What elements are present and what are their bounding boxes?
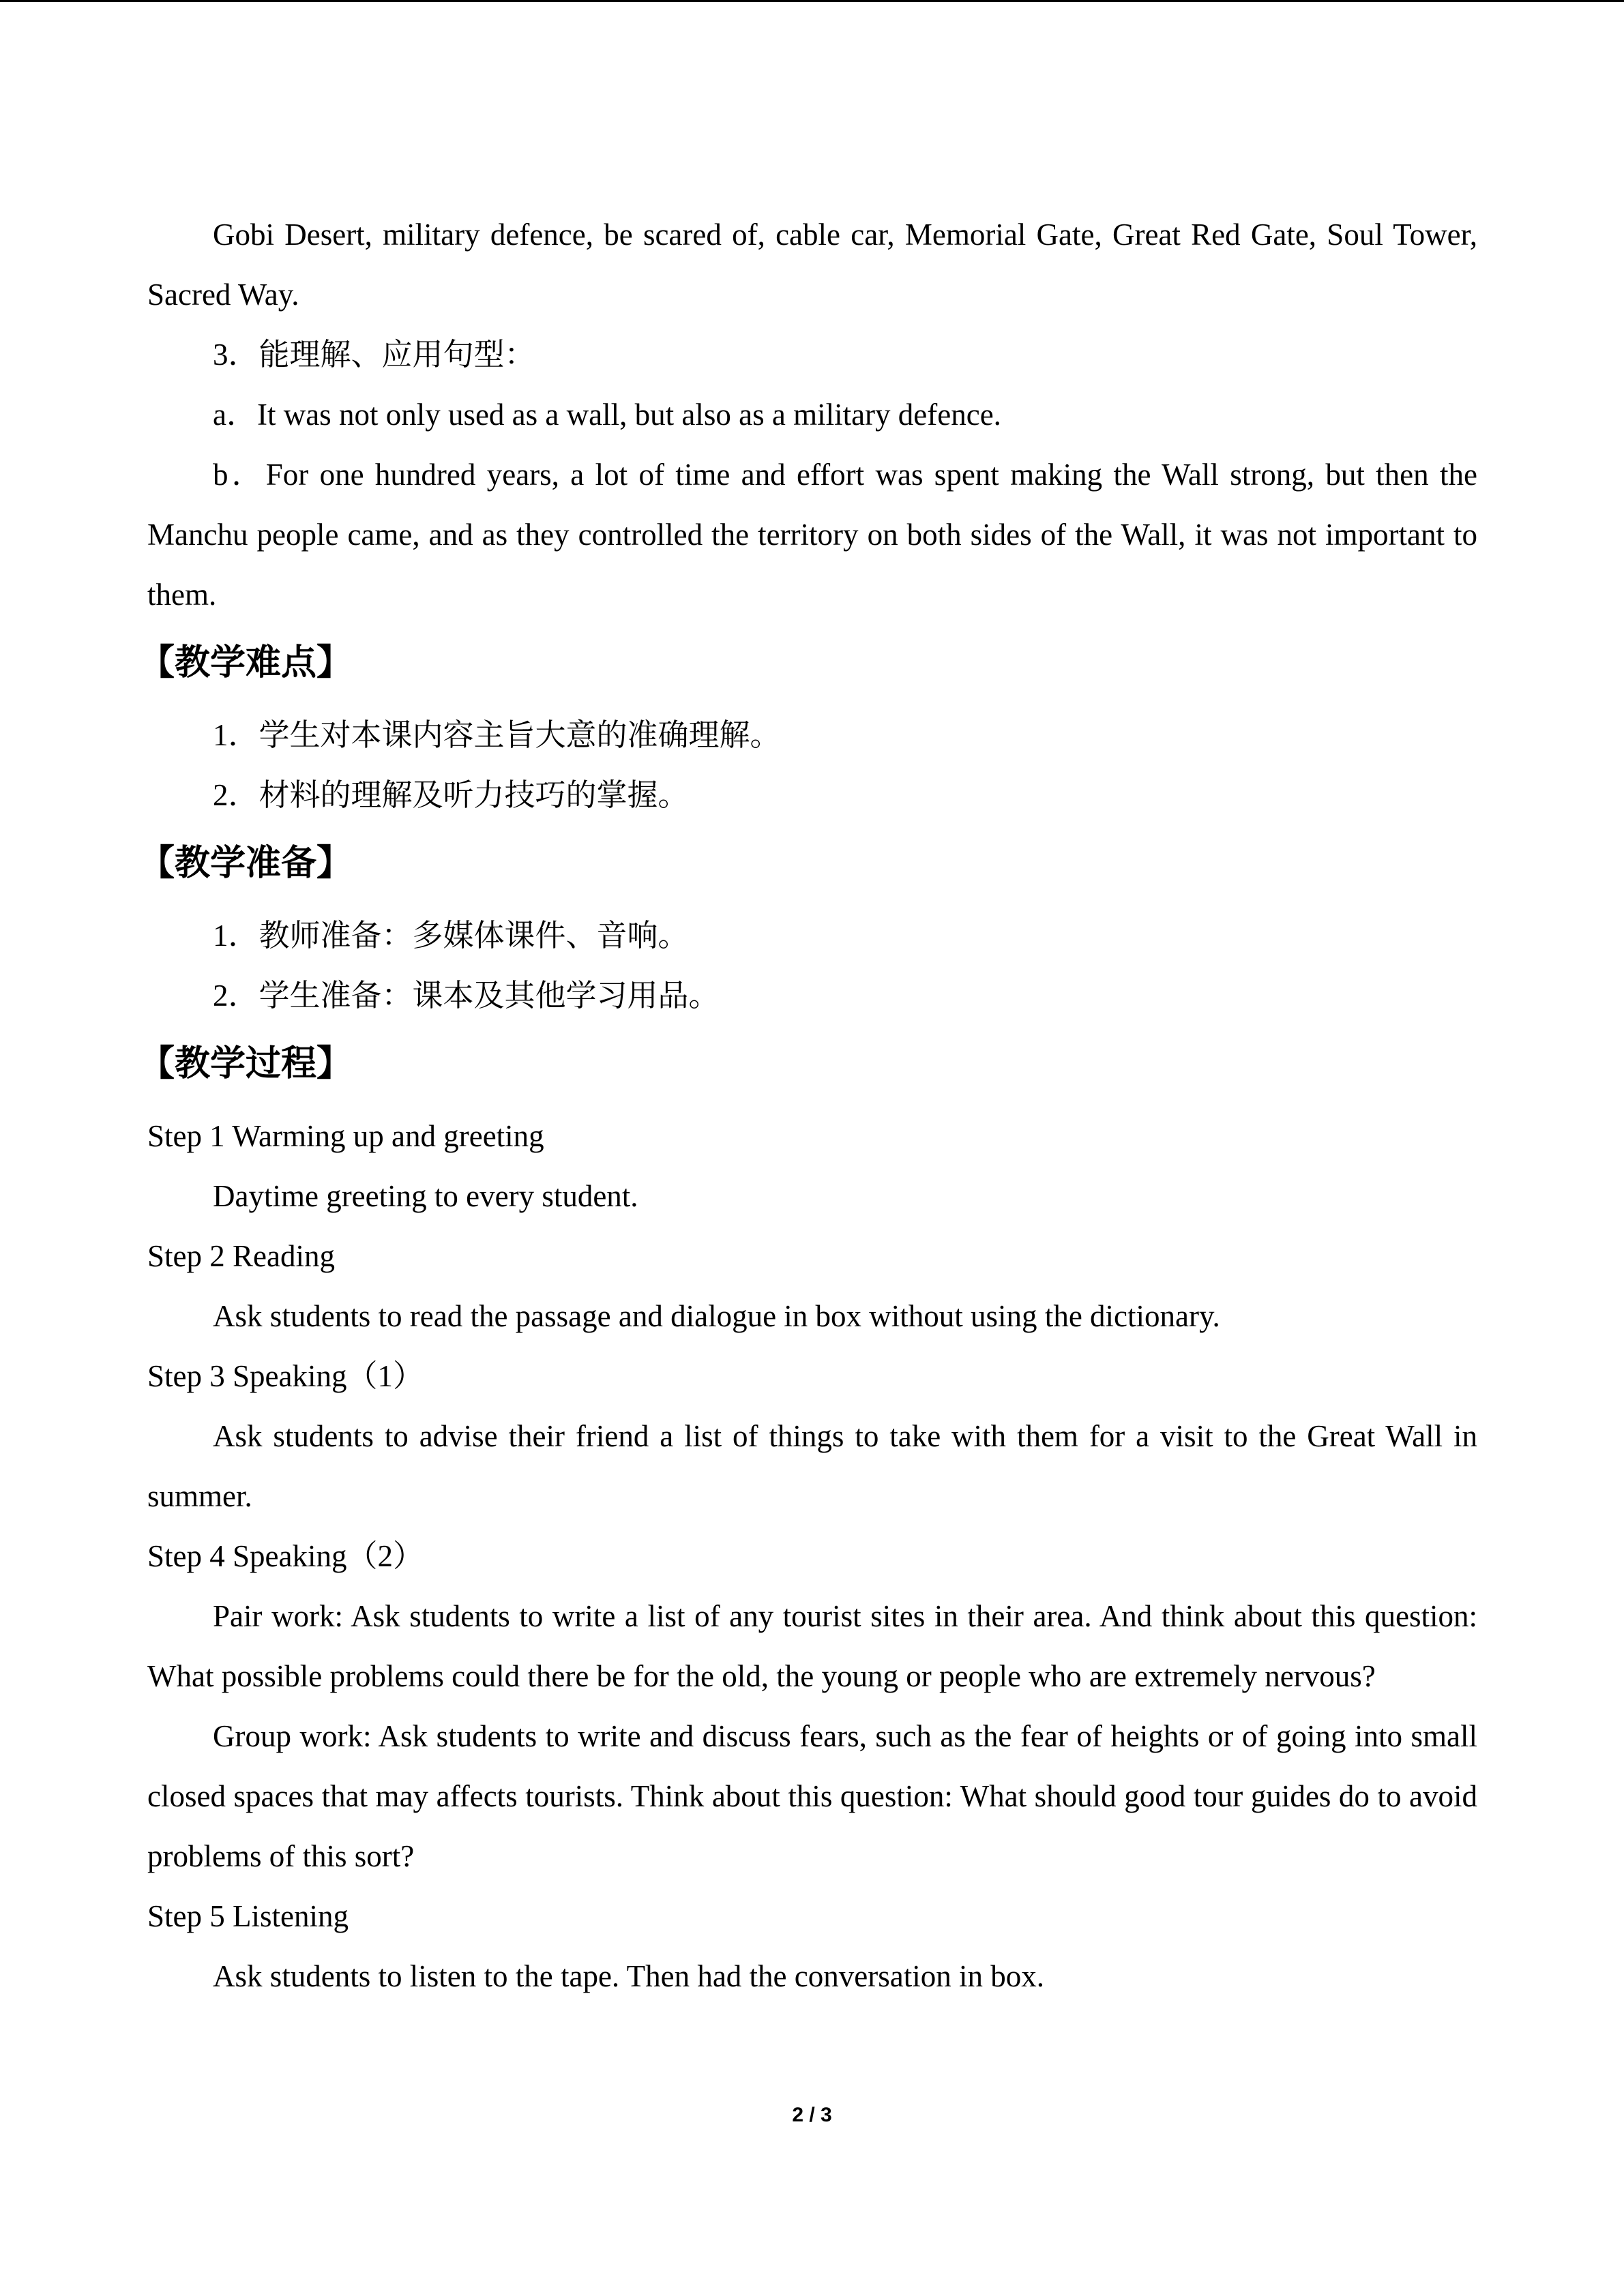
sentence-pattern-a: a．It was not only used as a wall, but also as a military defence. — [213, 398, 1001, 432]
preparation-item: 2．学生准备：课本及其他学习用品。 — [213, 979, 720, 1013]
step-2-content: Ask students to read the passage and dialogue in box without using the dictionary. — [213, 1299, 1220, 1333]
top-border-line — [0, 0, 1624, 2]
step-3-title: Step 3 Speaking（1） — [147, 1359, 424, 1393]
difficulty-item: 2．材料的理解及听力技巧的掌握。 — [213, 778, 689, 812]
step-4-group-work: Group work: Ask students to write and discuss fears, such as the fear of heights or of going into small closed spaces that may affects tourists. Think about this question: What should good tour guides do to avoid problems of this sort? — [147, 1719, 1477, 1873]
step-2-title: Step 2 Reading — [147, 1239, 335, 1273]
objective-3-heading: 3．能理解、应用句型： — [213, 338, 535, 372]
step-4-pair-work: Pair work: Ask students to write a list of any tourist sites in their area. And think about this question: What possible problems could there be for the old, the young or people who are extremely nervous? — [147, 1599, 1477, 1693]
step-1-content: Daytime greeting to every student. — [213, 1179, 638, 1213]
document-page — [139, 205, 1477, 2006]
step-4-title: Step 4 Speaking（2） — [147, 1539, 424, 1573]
step-5-content: Ask students to listen to the tape. Then had the conversation in box. — [213, 1959, 1044, 1993]
step-1-title: Step 1 Warming up and greeting — [147, 1119, 544, 1153]
vocabulary-paragraph: Gobi Desert, military defence, be scared of, cable car, Memorial Gate, Great Red Gate, Soul Tower, Sacred Way. — [147, 218, 1477, 312]
section-title-difficulties: 【教学难点】 — [139, 642, 353, 683]
page-number: 2 / 3 — [792, 2104, 832, 2126]
section-title-process: 【教学过程】 — [139, 1043, 353, 1084]
sentence-pattern-b: b．For one hundred years, a lot of time and effort was spent making the Wall strong, but then the Manchu people came, and as they controlled the territory on both sides of the Wall, it was not important to them. — [147, 458, 1477, 612]
step-5-title: Step 5 Listening — [147, 1899, 349, 1933]
difficulty-item: 1．学生对本课内容主旨大意的准确理解。 — [213, 718, 781, 752]
preparation-item: 1．教师准备：多媒体课件、音响。 — [213, 919, 689, 953]
section-title-preparation: 【教学准备】 — [139, 843, 353, 884]
step-3-content: Ask students to advise their friend a list of things to take with them for a visit to the Great Wall in summer. — [147, 1419, 1477, 1513]
